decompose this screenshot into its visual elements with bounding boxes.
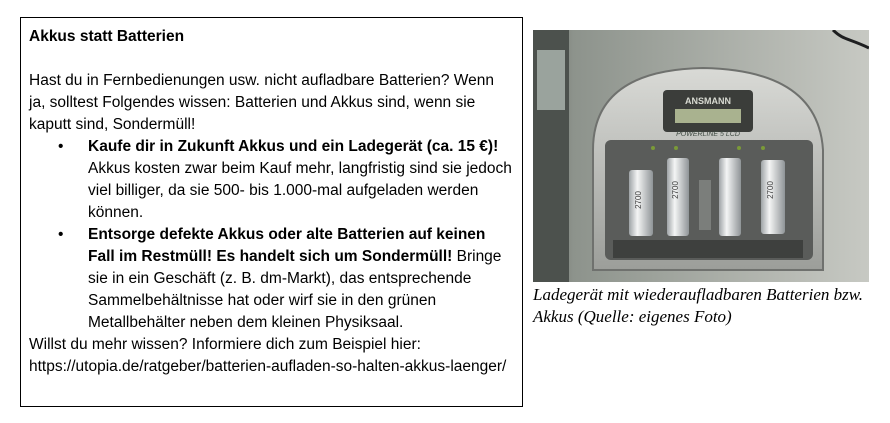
photo-caption: Ladegerät mit wiederaufladbaren Batterien bzw. Akkus (Quelle: eigenes Foto) [533, 285, 864, 326]
battery-label: 2700 [766, 181, 775, 199]
charger-photo [533, 30, 869, 282]
list-item [29, 224, 514, 334]
tip-text: Bringe sie in ein Geschäft (z. B. dm-Markt), das entsprechende Sammelbehältnisse hat oder wirf sie in den grünen Metallbehälter neben dem kleinen Physiksaal. [88, 248, 502, 331]
tips-list [29, 136, 514, 334]
battery-label: 2700 [634, 191, 643, 209]
box-title: Akkus statt Batterien [29, 28, 185, 45]
tip-bold-text: Kaufe dir in Zukunft Akkus und ein Ladegerät (ca. 15 €)! [88, 138, 499, 155]
outro-text: Willst du mehr wissen? Informiere dich zum Beispiel hier: https://utopia.de/ratgeber/batterien-aufladen-so-halten-akkus-laenger/ [29, 336, 507, 375]
battery-label: 2700 [671, 181, 680, 199]
info-textbox [20, 17, 523, 407]
intro-text: Hast du in Fernbedienungen usw. nicht aufladbare Batterien? Wenn ja, solltest Folgendes wissen: Batterien und Akkus sind, wenn sie kaputt sind, Sondermüll! [29, 72, 495, 133]
bullet-icon: • [58, 226, 64, 243]
tip-text: Akkus kosten zwar beim Kauf mehr, langfristig sind sie jedoch viel billiger, da sie 500- bis 1.000-mal aufgeladen werden können. [88, 160, 512, 221]
list-item [29, 136, 514, 224]
spacer [29, 48, 514, 70]
tip-bold-text: Entsorge defekte Akkus oder alte Batterien auf keinen Fall im Restmüll! Es handelt sich um Sondermüll! [88, 226, 486, 265]
charger-model-label: POWERLINE 5 LCD [676, 131, 740, 138]
bullet-icon: • [58, 138, 64, 155]
charger-brand-label: ANSMANN [685, 96, 731, 106]
